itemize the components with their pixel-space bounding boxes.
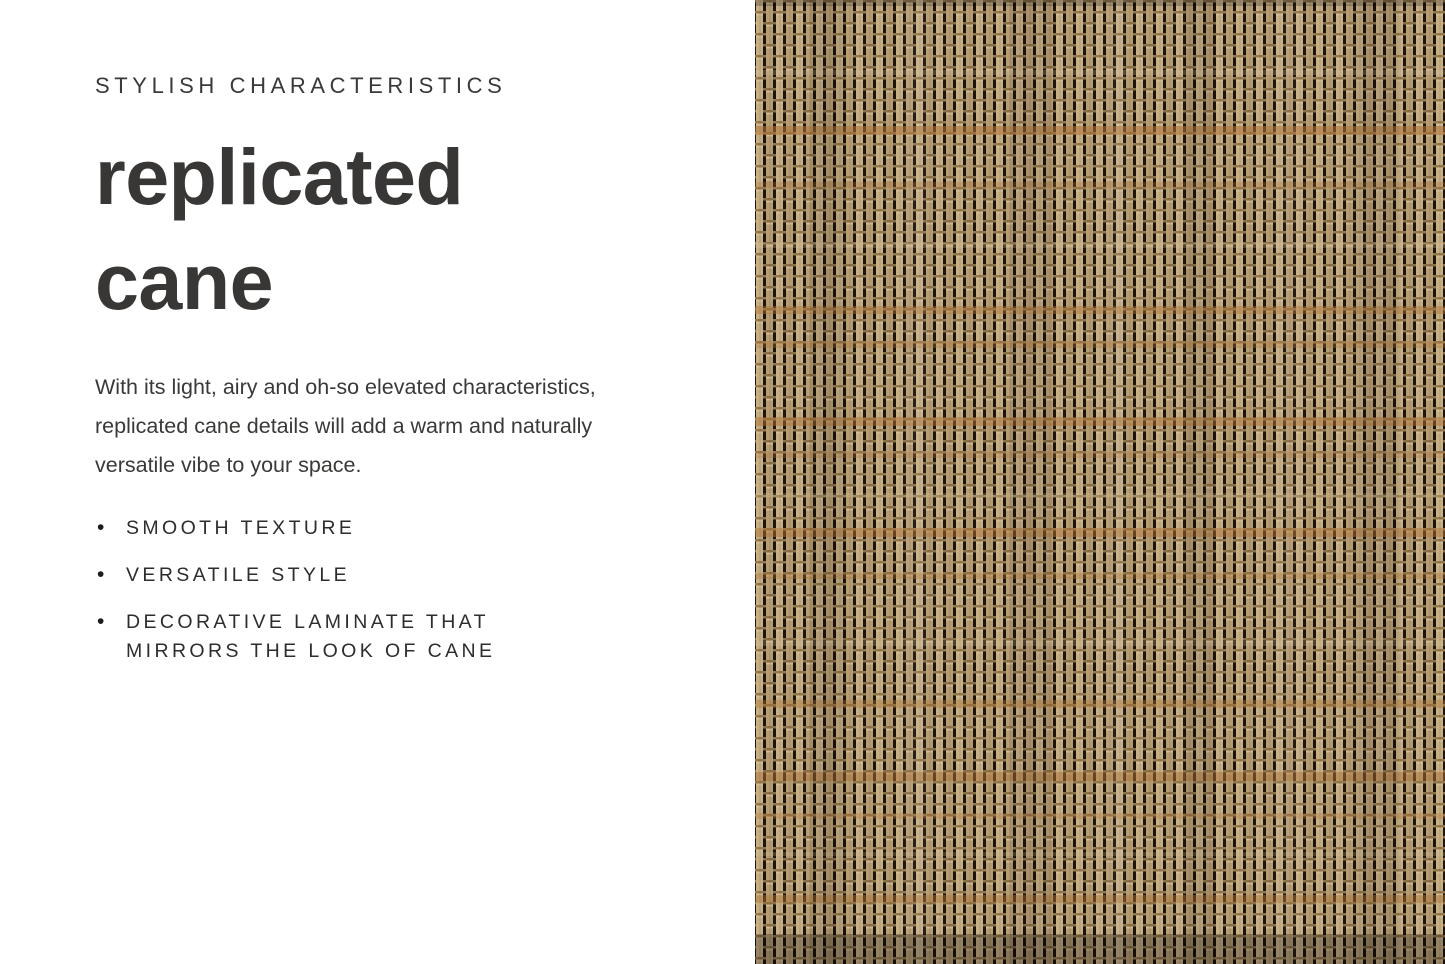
bullet-icon: • [97, 562, 105, 586]
feature-item-label: VERSATILE STYLE [126, 563, 351, 586]
description-text: With its light, airy and oh-so elevated characteristics, replicated cane details will add a warm and naturally versatile vibe to your space. [95, 374, 596, 477]
bullet-icon: • [97, 515, 105, 539]
feature-item [95, 608, 590, 666]
feature-list [95, 514, 590, 666]
feature-item [95, 561, 590, 590]
texture-image [755, 0, 1445, 964]
feature-item [95, 514, 590, 543]
bullet-icon: • [97, 609, 105, 633]
eyebrow-label: STYLISH CHARACTERISTICS [95, 73, 507, 98]
cane-weave-svg [755, 0, 1445, 964]
feature-item-label: DECORATIVE LAMINATE THAT MIRRORS THE LOOK OF CANE [126, 610, 496, 662]
page-title: replicated cane [95, 131, 464, 326]
feature-item-label: SMOOTH TEXTURE [126, 516, 356, 539]
